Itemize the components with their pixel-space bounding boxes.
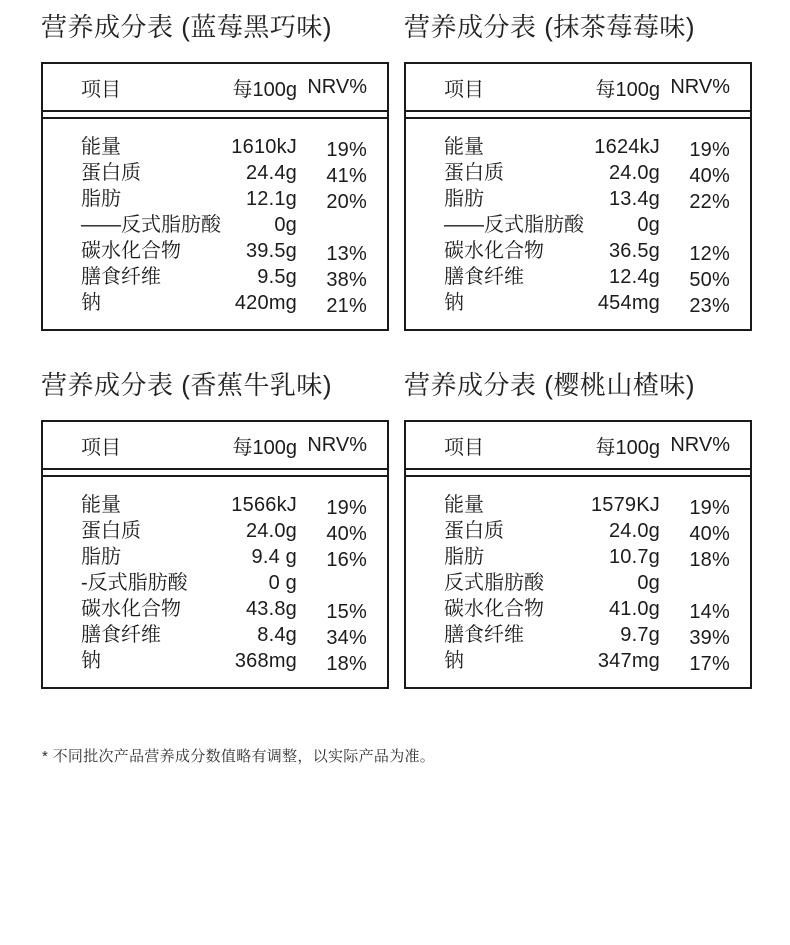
- nutrient-value: 0 g: [268, 572, 297, 594]
- table-row: [81, 212, 367, 238]
- table-row: [81, 238, 367, 264]
- nutrient-value: 1566kJ: [231, 494, 297, 516]
- nutrient-nrv: 34%: [326, 627, 367, 649]
- nutrient-nrv: 14%: [689, 601, 730, 623]
- nutrient-nrv: 40%: [689, 165, 730, 187]
- nutrient-label: 能量: [444, 494, 484, 516]
- col-header-per100g: 每100g: [595, 436, 660, 459]
- table-row: [444, 544, 730, 570]
- col-header-per100g: 每100g: [595, 78, 660, 101]
- nutrient-value: 39.5g: [245, 240, 297, 262]
- table-row: [81, 264, 367, 290]
- table-row: [444, 238, 730, 264]
- table-row: [81, 622, 367, 648]
- table-body: [43, 475, 387, 687]
- table-row: [444, 622, 730, 648]
- nutrient-nrv: 21%: [326, 295, 367, 317]
- nutrition-table: [404, 420, 752, 689]
- nutrient-value: 24.0g: [608, 162, 660, 184]
- nutrient-nrv: 17%: [689, 653, 730, 675]
- table-row: [81, 518, 367, 544]
- nutrition-table: [41, 62, 389, 331]
- nutrient-nrv: 22%: [689, 191, 730, 213]
- nutrient-label: 碳水化合物: [444, 598, 544, 620]
- col-header-item: 项目: [444, 78, 484, 101]
- table-row: [81, 492, 367, 518]
- table-body: [406, 475, 750, 687]
- col-header-per100g: 每100g: [232, 78, 297, 101]
- nutrient-value: 0g: [274, 214, 297, 236]
- nutrient-label: 钠: [81, 292, 101, 314]
- table-row: [444, 648, 730, 674]
- table-row: [444, 596, 730, 622]
- table-row: [81, 596, 367, 622]
- nutrient-nrv: 41%: [326, 165, 367, 187]
- col-header-nrv: NRV%: [307, 75, 367, 98]
- nutrient-label: 碳水化合物: [444, 240, 544, 262]
- nutrient-label: 膳食纤维: [444, 266, 524, 288]
- nutrient-label: 蛋白质: [444, 162, 504, 184]
- nutrition-block-matcha-berry: [404, 12, 752, 331]
- nutrient-label: 脂肪: [81, 188, 121, 210]
- nutrient-label: 膳食纤维: [81, 624, 161, 646]
- nutrient-label: 钠: [444, 292, 464, 314]
- nutrition-table: [41, 420, 389, 689]
- nutrient-label: 膳食纤维: [81, 266, 161, 288]
- nutrition-block-cherry-hawthorn: [404, 370, 752, 689]
- table-title: 营养成分表 (蓝莓黑巧味): [41, 12, 333, 42]
- nutrient-value: 24.0g: [608, 520, 660, 542]
- nutrient-nrv: 18%: [326, 653, 367, 675]
- nutrient-value: 13.4g: [608, 188, 660, 210]
- table-title: 营养成分表 (香蕉牛乳味): [41, 370, 333, 400]
- nutrient-value: 1624kJ: [594, 136, 660, 158]
- col-header-item: 项目: [81, 78, 121, 101]
- nutrient-value: 12.1g: [245, 188, 297, 210]
- nutrient-label: 蛋白质: [81, 162, 141, 184]
- nutrient-value: 24.0g: [245, 520, 297, 542]
- nutrition-table: [404, 62, 752, 331]
- table-row: [81, 544, 367, 570]
- nutrient-value: 0g: [637, 214, 660, 236]
- table-row: [444, 186, 730, 212]
- col-header-item: 项目: [444, 436, 484, 459]
- nutrient-label: 碳水化合物: [81, 240, 181, 262]
- nutrient-value: 420mg: [234, 292, 297, 314]
- nutrient-nrv: 19%: [689, 497, 730, 519]
- nutrient-label: 钠: [81, 650, 101, 672]
- nutrient-label: 蛋白质: [81, 520, 141, 542]
- nutrient-nrv: 39%: [689, 627, 730, 649]
- nutrient-label: 脂肪: [81, 546, 121, 568]
- nutrient-nrv: 19%: [689, 139, 730, 161]
- table-row: [444, 570, 730, 596]
- table-row: [81, 160, 367, 186]
- table-row: [81, 186, 367, 212]
- nutrient-value: 454mg: [597, 292, 660, 314]
- nutrient-value: 1579KJ: [590, 494, 660, 516]
- nutrient-nrv: 18%: [689, 549, 730, 571]
- nutrient-label: 碳水化合物: [81, 598, 181, 620]
- nutrient-value: 10.7g: [608, 546, 660, 568]
- table-row: [444, 492, 730, 518]
- nutrient-value: 368mg: [234, 650, 297, 672]
- nutrient-value: 347mg: [597, 650, 660, 672]
- nutrient-label: 能量: [81, 494, 121, 516]
- nutrient-value: 0g: [637, 572, 660, 594]
- table-header-row: [43, 422, 387, 470]
- nutrient-value: 12.4g: [608, 266, 660, 288]
- nutrition-block-blueberry-dark-choco: [41, 12, 389, 331]
- nutrient-value: 24.4g: [245, 162, 297, 184]
- col-header-item: 项目: [81, 436, 121, 459]
- table-row: [444, 134, 730, 160]
- nutrient-value: 9.7g: [620, 624, 660, 646]
- nutrient-label: 反式脂肪酸: [444, 572, 544, 594]
- nutrient-label: 脂肪: [444, 546, 484, 568]
- nutrient-value: 9.4 g: [251, 546, 297, 568]
- nutrient-nrv: 50%: [689, 269, 730, 291]
- table-body: [406, 117, 750, 329]
- nutrient-nrv: 15%: [326, 601, 367, 623]
- nutrient-nrv: 38%: [326, 269, 367, 291]
- nutrient-label: 蛋白质: [444, 520, 504, 542]
- table-header-row: [43, 64, 387, 112]
- table-title: 营养成分表 (樱桃山楂味): [404, 370, 696, 400]
- nutrient-label: ——反式脂肪酸: [81, 214, 221, 236]
- nutrient-nrv: 16%: [326, 549, 367, 571]
- nutrient-label: -反式脂肪酸: [81, 572, 188, 594]
- table-row: [81, 648, 367, 674]
- nutrient-value: 41.0g: [608, 598, 660, 620]
- table-body: [43, 117, 387, 329]
- table-header-row: [406, 64, 750, 112]
- nutrient-label: 脂肪: [444, 188, 484, 210]
- nutrient-nrv: 19%: [326, 497, 367, 519]
- table-row: [444, 290, 730, 316]
- col-header-nrv: NRV%: [307, 433, 367, 456]
- nutrient-nrv: 12%: [689, 243, 730, 265]
- nutrient-nrv: 13%: [326, 243, 367, 265]
- table-row: [81, 290, 367, 316]
- table-row: [444, 264, 730, 290]
- table-row: [81, 570, 367, 596]
- nutrient-label: ——反式脂肪酸: [444, 214, 584, 236]
- disclaimer-note: * 不同批次产品营养成分数值略有调整，以实际产品为准。: [42, 748, 436, 765]
- nutrient-nrv: 23%: [689, 295, 730, 317]
- nutrient-value: 9.5g: [257, 266, 297, 288]
- table-row: [81, 134, 367, 160]
- table-row: [444, 160, 730, 186]
- table-row: [444, 518, 730, 544]
- nutrient-nrv: 19%: [326, 139, 367, 161]
- nutrient-nrv: 20%: [326, 191, 367, 213]
- nutrient-value: 43.8g: [245, 598, 297, 620]
- col-header-per100g: 每100g: [232, 436, 297, 459]
- nutrient-label: 能量: [444, 136, 484, 158]
- col-header-nrv: NRV%: [670, 75, 730, 98]
- nutrient-value: 36.5g: [608, 240, 660, 262]
- nutrition-block-banana-milk: [41, 370, 389, 689]
- nutrient-label: 能量: [81, 136, 121, 158]
- nutrient-label: 钠: [444, 650, 464, 672]
- table-title: 营养成分表 (抹茶莓莓味): [404, 12, 696, 42]
- nutrient-label: 膳食纤维: [444, 624, 524, 646]
- nutrient-nrv: 40%: [689, 523, 730, 545]
- nutrient-nrv: 40%: [326, 523, 367, 545]
- col-header-nrv: NRV%: [670, 433, 730, 456]
- nutrient-value: 8.4g: [257, 624, 297, 646]
- table-row: [444, 212, 730, 238]
- table-header-row: [406, 422, 750, 470]
- nutrient-value: 1610kJ: [231, 136, 297, 158]
